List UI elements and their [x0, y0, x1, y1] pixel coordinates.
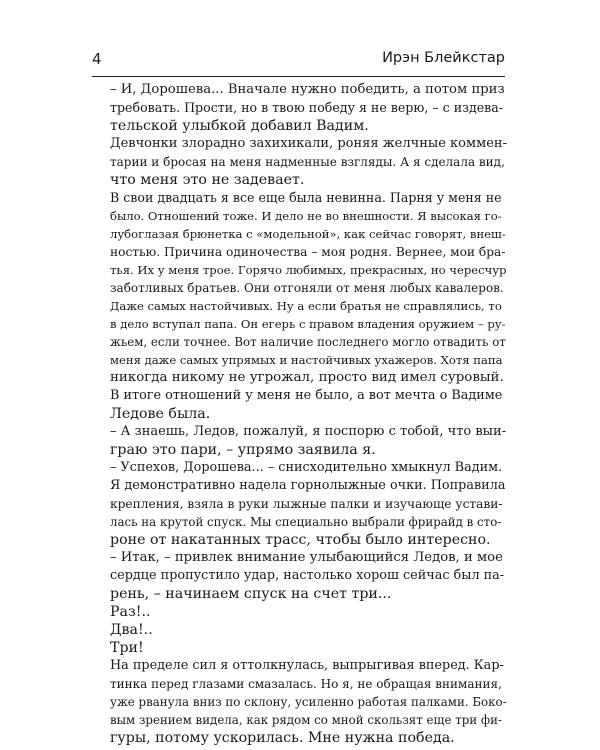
paragraph	[92, 477, 507, 549]
text-line: жьем, если точнее. Вот наличие последнего могло отвадить от	[110, 335, 506, 349]
body-text	[92, 81, 507, 747]
text-line: Раз!..	[110, 604, 151, 620]
text-line: было. Отношений тоже. И дело не во внешности. Я высокая го-	[110, 209, 502, 223]
paragraph	[92, 189, 507, 387]
paragraph	[92, 621, 507, 639]
paragraph	[92, 549, 507, 603]
text-line: Два!..	[110, 622, 153, 638]
text-line: В свои двадцать я все еще была невинна. Парня у меня не	[110, 190, 502, 205]
running-head-author: Ирэн Блейкстар	[382, 50, 505, 66]
text-line: тельской улыбкой добавил Вадим.	[110, 118, 369, 134]
text-line: тья. Их у меня трое. Горячо любимых, прекрасных, но чересчур	[110, 263, 507, 277]
text-line: граю это пари, – упрямо заявила я.	[110, 442, 376, 458]
text-line: рень, – начинаем спуск на счет три...	[110, 586, 392, 602]
paragraph	[92, 387, 507, 423]
text-line: сердце пропустило удар, настолько хорош сейчас был па-	[110, 568, 505, 583]
text-line: в дело вступал папа. Он егерь с правом владения оружием – ру-	[110, 317, 506, 331]
text-line: роне от накатанных трасс, чтобы было интересно.	[110, 532, 491, 548]
text-line: вым зрением видела, как рядом со мной скользят еще три фи-	[110, 713, 502, 727]
text-line: крепления, взяла в руки лыжные палки и изучающе устави-	[110, 497, 503, 511]
paragraph	[92, 459, 507, 477]
text-line: лубоглазая брюнетка с «модельной», как сейчас говорят, внеш-	[110, 227, 506, 241]
text-line: Девчонки злорадно захихикали, роняя желчные коммен-	[110, 136, 507, 151]
text-line: – Успехов, Дорошева... – снисходительно хмыкнул Вадим.	[110, 460, 503, 475]
paragraph	[92, 639, 507, 657]
text-line: Три!	[110, 640, 144, 656]
paragraph	[92, 657, 507, 747]
text-line: требовать. Прости, но в твою победу я не верю, – с издева-	[110, 100, 504, 115]
text-line: Я демонстративно надела горнолыжные очки. Поправила	[110, 478, 506, 493]
text-line: – И, Дорошева... Вначале нужно победить, а потом приз	[110, 82, 505, 97]
text-line: никогда никому не угрожал, просто вид имел суровый.	[110, 370, 504, 385]
text-line: гуры, потому ускорилась. Мне нужна победа.	[110, 730, 455, 746]
paragraph	[92, 135, 507, 189]
paragraph	[92, 603, 507, 621]
text-line: что меня это не задевает.	[110, 172, 305, 188]
text-line: В итоге отношений у меня не было, а вот мечта о Вадиме	[110, 388, 503, 403]
paragraph	[92, 423, 507, 459]
text-line: заботливых братьев. Они отгоняли от меня любых кавалеров.	[110, 281, 504, 295]
page-number: 4	[92, 50, 102, 68]
text-line: меня даже самых упрямых и настойчивых ухажеров. Хотя папа	[110, 353, 503, 367]
text-line: тинка перед глазами смазалась. Но я, не обращая внимания,	[110, 677, 502, 691]
text-line: На пределе сил я оттолкнулась, выпрыгивая вперед. Кар-	[110, 658, 504, 673]
text-line: уже рванула вниз по склону, усиленно работая палками. Боко-	[110, 695, 507, 709]
text-line: ностью. Причина одиночества – моя родня. Вернее, мои бра-	[110, 245, 506, 259]
paragraph	[92, 81, 507, 135]
text-line: лась на крутой спуск. Мы специально выбрали фрирайд в сто-	[110, 515, 502, 529]
page-header	[92, 46, 505, 77]
text-line: Ледове была.	[110, 406, 211, 422]
text-line: тарии и бросая на меня надменные взгляды. А я сделала вид,	[110, 155, 505, 169]
text-line: – А знаешь, Ледов, пожалуй, я поспорю с тобой, что выи-	[110, 424, 507, 439]
text-line: Даже самых настойчивых. Ну а если братья не справлялись, то	[110, 299, 502, 313]
text-line: – Итак, – привлек внимание улыбающийся Ледов, и мое	[110, 550, 503, 565]
